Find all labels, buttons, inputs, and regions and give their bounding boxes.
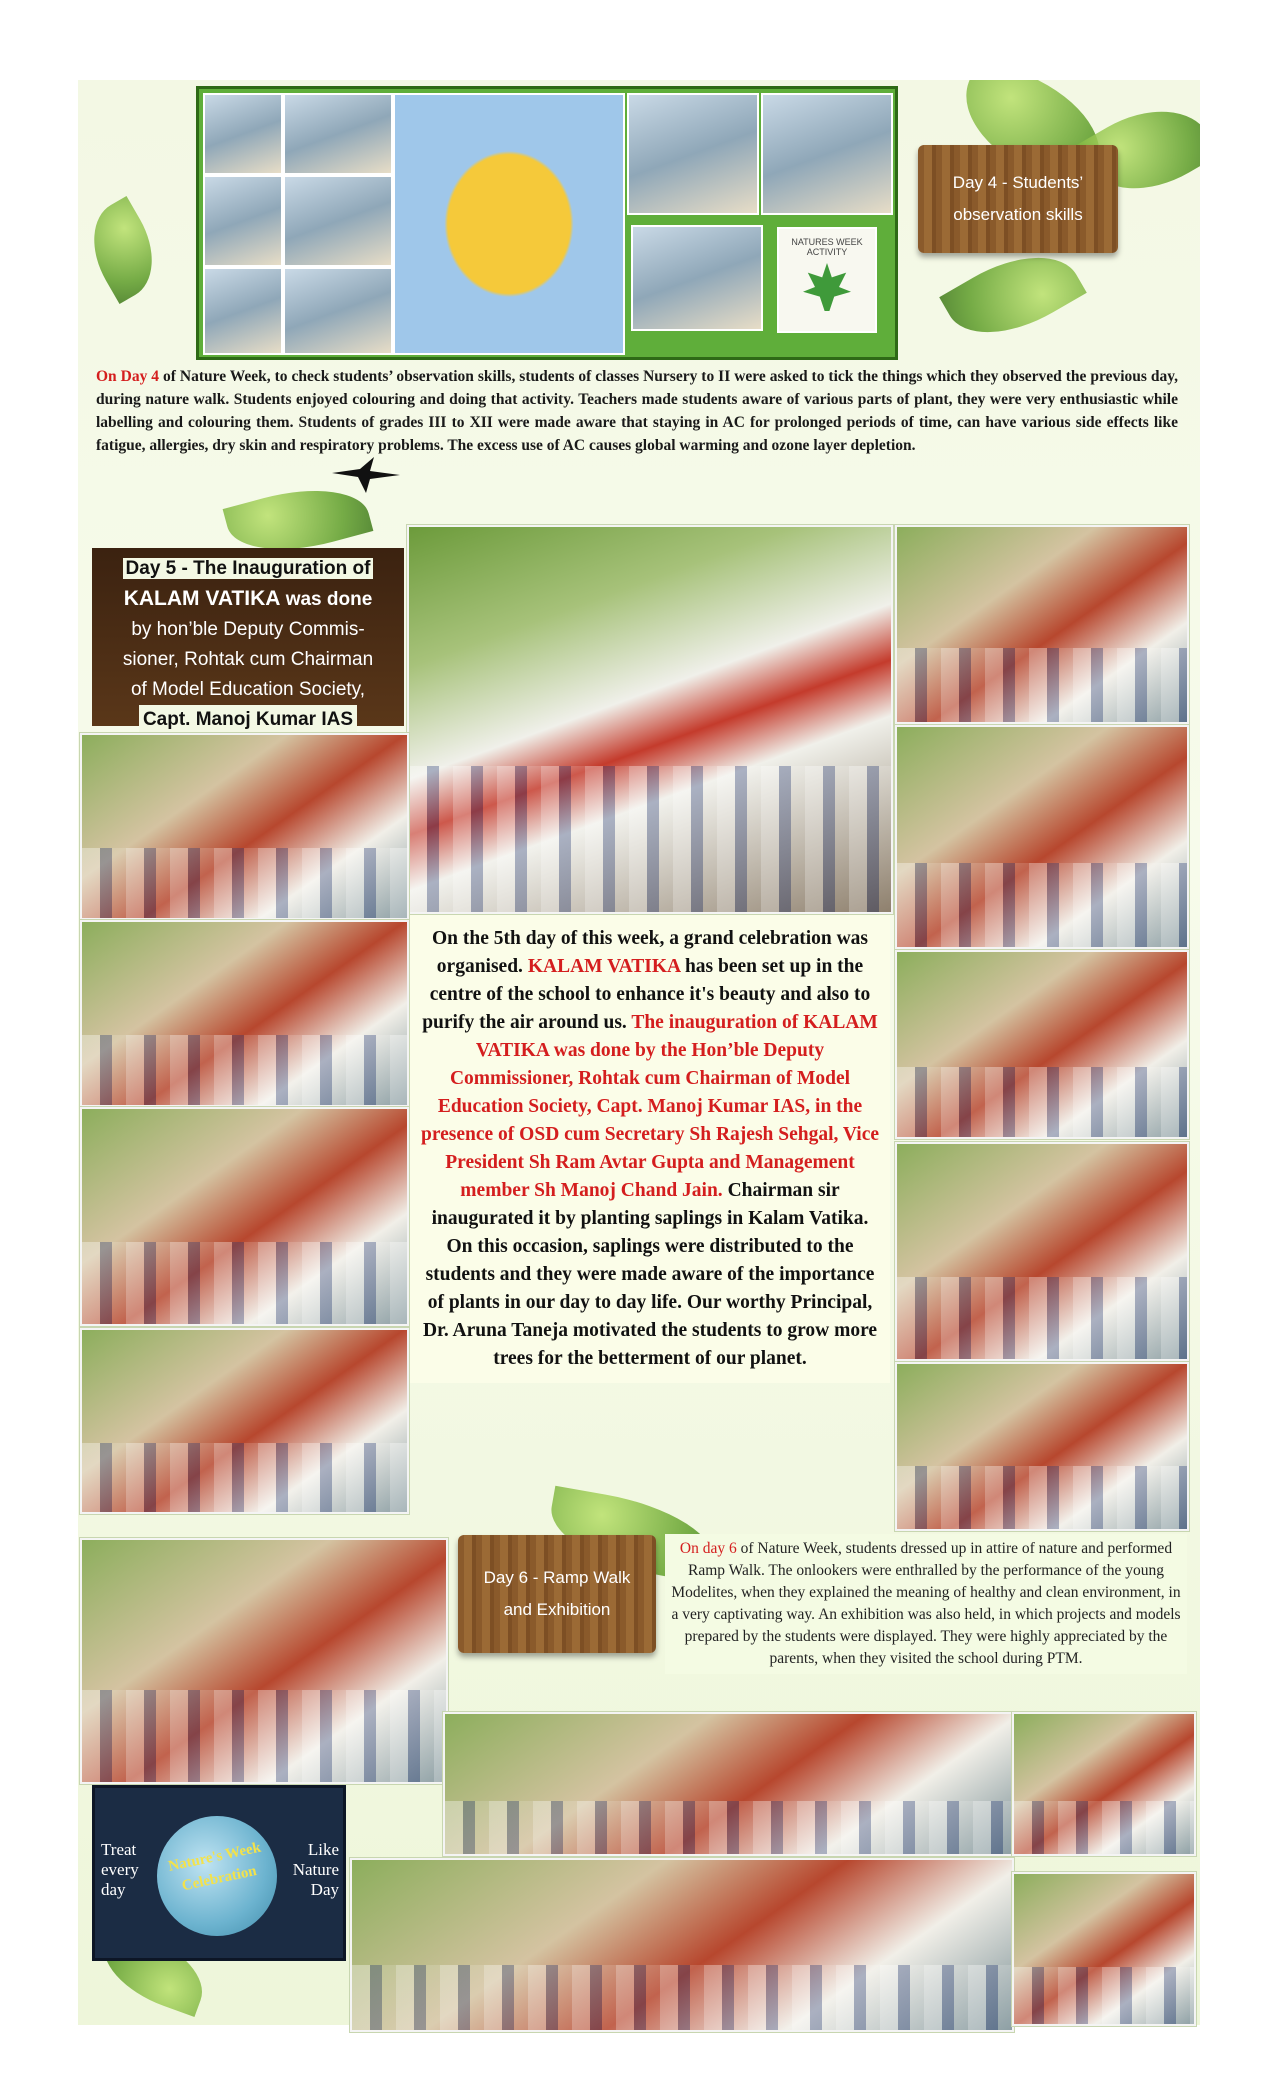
day6-lead: On day 6 xyxy=(679,1540,737,1557)
day5-plaque-line3: by hon’ble Deputy Commis- xyxy=(131,619,365,640)
sapling-gift-photo xyxy=(895,1362,1189,1531)
day4-text: of Nature Week, to check students’ observation skills, students of classes Nursery to II were asked to tick the things which they observed the previous day, during nature walk. Students enjoyed colouring and doing that activity. Teachers made students aware of various parts of plant, they were very enthusiastic while labelling and colouring them. Students of grades III to XII were made aware that staying in AC for prolonged periods of time, can have various side effects like fatigue, allergies, dry skin and respiratory problems. The excess use of AC causes global warming and ozone layer depletion. xyxy=(96,368,1178,454)
activity-card xyxy=(777,227,877,333)
bird-silhouette xyxy=(330,455,402,495)
day5-plaque-line4: sioner, Rohtak cum Chairman xyxy=(122,649,374,670)
sapling-gift-photo xyxy=(895,1142,1189,1361)
day6-paragraph xyxy=(665,1534,1187,1674)
day5-body-b: KALAM VATIKA xyxy=(527,956,681,977)
day4-plaque-line2: observation skills xyxy=(953,205,1083,224)
day5-plaque-line5: of Model Education Society, xyxy=(130,679,366,700)
day4-plaque-line1: Day 4 - Students’ xyxy=(952,173,1084,192)
sapling-gift-photo xyxy=(80,920,409,1107)
classroom-photo xyxy=(203,267,283,355)
day4-plaque xyxy=(918,145,1118,253)
day4-paragraph xyxy=(96,365,1178,457)
day6-plaque-line1: Day 6 - Ramp Walk xyxy=(483,1568,631,1587)
day4-collage xyxy=(196,86,898,360)
poster-left-text: Treat every day xyxy=(101,1840,139,1899)
day5-body-c: has been set up in the centre of the school to enhance it's beauty and also to purify the air around us. xyxy=(422,956,871,1033)
day5-plaque xyxy=(92,548,404,730)
classroom-photo xyxy=(283,267,393,355)
sapling-gift-photo xyxy=(80,1328,409,1514)
sapling-gift-photo xyxy=(895,725,1189,949)
ramp-walk-group-photo xyxy=(443,1712,1014,1856)
day5-body-a: On the 5th day of this week, a grand celebration was organised. xyxy=(431,928,869,977)
day6-plaque xyxy=(458,1535,656,1653)
nature-week-poster xyxy=(92,1785,346,1961)
globe-icon xyxy=(157,1816,277,1936)
day4-lead: On Day 4 xyxy=(96,368,160,385)
classroom-photo xyxy=(283,175,393,267)
sapling-gift-photo xyxy=(895,525,1189,724)
day6-text: of Nature Week, students dressed up in attire of nature and performed Ramp Walk. The onlookers were enthralled by the performance of the young Modelites, when they explained the meaning of healthy and clean environment, in a very captivating way. An exhibition was also held, in which projects and models prepared by the students were displayed. They were highly appreciated by the parents, when they visited the school during PTM. xyxy=(671,1540,1181,1667)
day5-paragraph xyxy=(410,915,890,1383)
exhibition-group-photo xyxy=(350,1858,1014,2032)
classroom-photo xyxy=(203,175,283,267)
poster-center-text: Nature's Week Celebration xyxy=(167,1839,263,1895)
sapling-gift-photo xyxy=(895,950,1189,1139)
students-photo xyxy=(627,93,759,215)
students-photo xyxy=(761,93,893,215)
classroom-photo xyxy=(203,93,283,175)
day6-plaque-line2: and Exhibition xyxy=(503,1600,611,1619)
walk-photo xyxy=(80,733,409,920)
students-photo xyxy=(631,225,763,331)
day5-plaque-line2: was done xyxy=(280,589,373,610)
costume-photo xyxy=(1012,1712,1196,1856)
day5-plaque-line6: Capt. Manoj Kumar IAS xyxy=(139,705,357,735)
day5-plaque-line1: Day 5 - The Inauguration of xyxy=(123,558,374,579)
activity-card-label: NATURES WEEK ACTIVITY xyxy=(791,237,863,257)
day5-body-e: Chairman sir inaugurated it by planting saplings in Kalam Vatika. On this occasion, saplings were distributed to the students and they were made aware of the importance of plants in our day to day life. Our worthy Principal, Dr. Aruna Taneja motivated the students to grow more trees for the betterment of our planet. xyxy=(422,1180,878,1369)
students-photo xyxy=(393,93,625,355)
costume-photo xyxy=(1012,1872,1196,2026)
planting-photo xyxy=(407,525,893,914)
poster-right-text: Like Nature Day xyxy=(292,1840,339,1899)
leaf-decoration xyxy=(78,196,171,304)
day5-body-d: The inauguration of KALAM VATIKA was done by the Hon’ble Deputy Commissioner, Rohtak cum Chairman of Model Education Society, Capt. Manoj Kumar IAS, in the presence of OSD cum Secretary Sh Rajesh Sehgal, Vice President Sh Ram Avtar Gupta and Management member Sh Manoj Chand Jain. xyxy=(420,1012,880,1201)
sapling-gift-photo xyxy=(80,1107,409,1326)
day5-plaque-kalam: KALAM VATIKA xyxy=(123,587,281,610)
classroom-photo xyxy=(283,93,393,175)
exhibition-photo xyxy=(80,1538,448,1784)
maple-leaf-icon xyxy=(803,263,851,311)
